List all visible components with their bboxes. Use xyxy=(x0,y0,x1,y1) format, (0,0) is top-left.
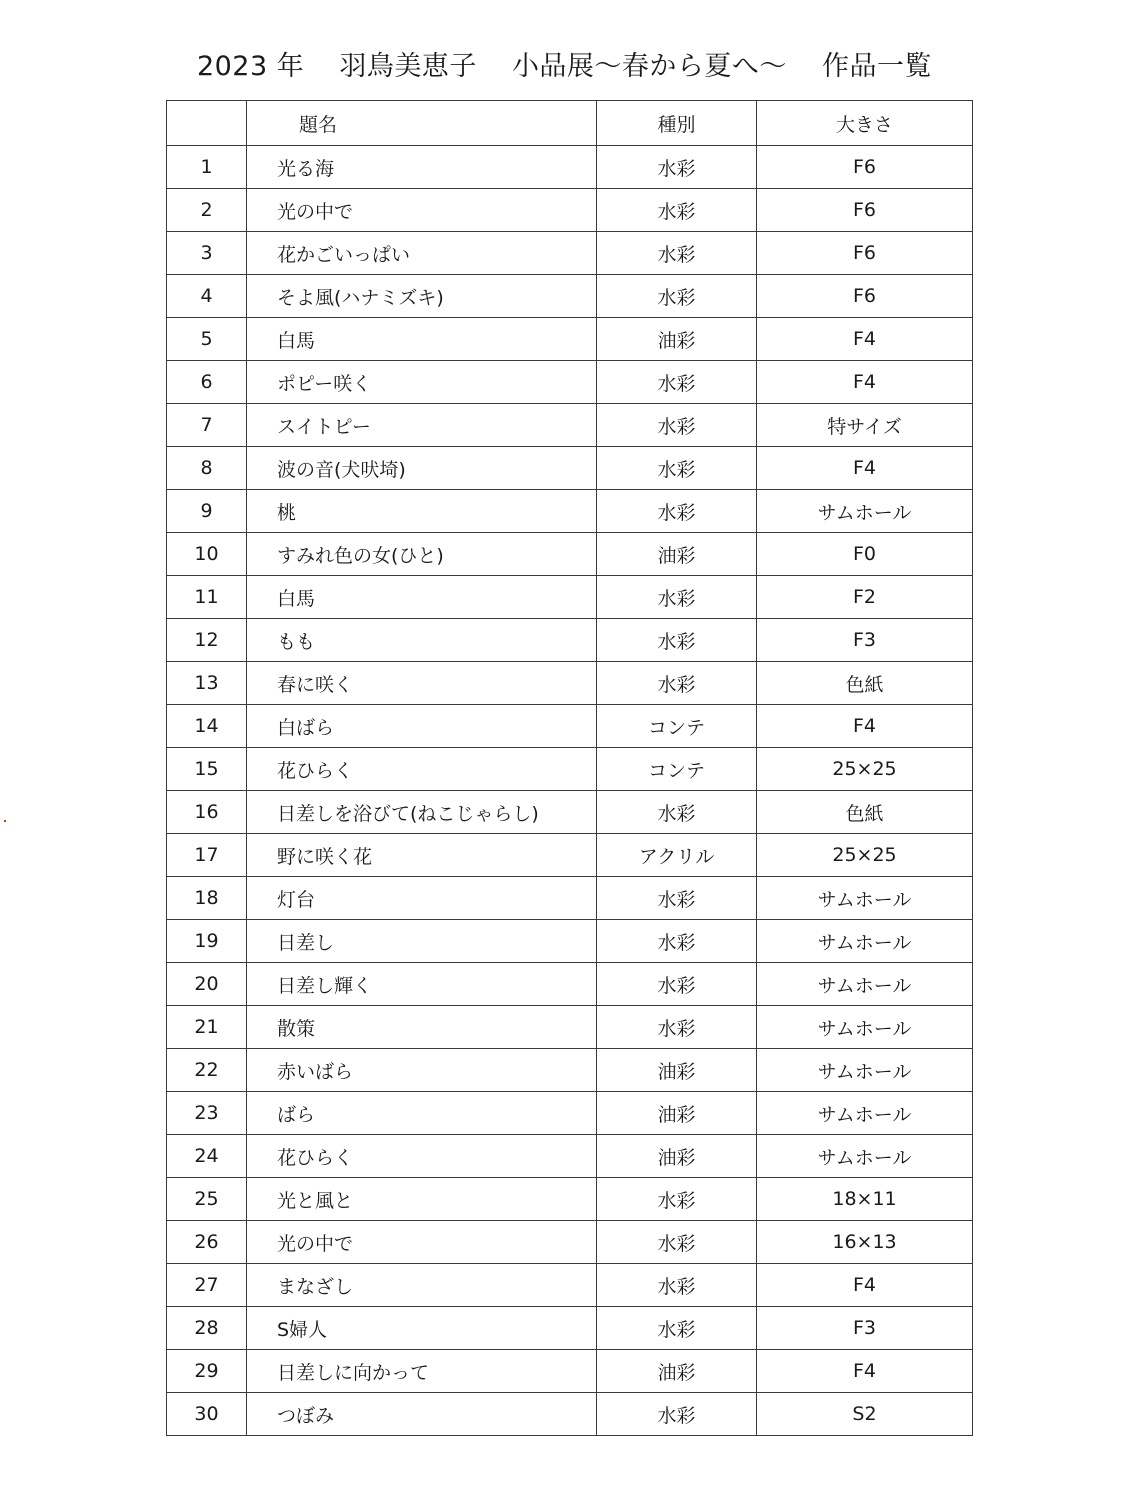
table-row xyxy=(167,1178,973,1221)
table-row xyxy=(167,920,973,963)
row-title: 波の音(犬吠埼) xyxy=(247,447,597,490)
row-kind: 水彩 xyxy=(597,146,757,189)
row-title: もも xyxy=(247,619,597,662)
table-row xyxy=(167,275,973,318)
row-number: 15 xyxy=(167,748,247,791)
table-row xyxy=(167,533,973,576)
row-number: 3 xyxy=(167,232,247,275)
row-title: 光の中で xyxy=(247,189,597,232)
row-size: 16×13 xyxy=(757,1221,973,1264)
row-title: 野に咲く花 xyxy=(247,834,597,877)
table-row xyxy=(167,1307,973,1350)
table-row xyxy=(167,361,973,404)
row-number: 26 xyxy=(167,1221,247,1264)
table-row xyxy=(167,877,973,920)
row-number: 4 xyxy=(167,275,247,318)
row-title: 光の中で xyxy=(247,1221,597,1264)
row-kind: 水彩 xyxy=(597,275,757,318)
row-number: 17 xyxy=(167,834,247,877)
row-size: F4 xyxy=(757,447,973,490)
table-row xyxy=(167,619,973,662)
row-kind: 水彩 xyxy=(597,189,757,232)
row-title: 赤いばら xyxy=(247,1049,597,1092)
row-title: すみれ色の女(ひと) xyxy=(247,533,597,576)
row-kind: 水彩 xyxy=(597,662,757,705)
row-title: ばら xyxy=(247,1092,597,1135)
table-row xyxy=(167,576,973,619)
row-size: サムホール xyxy=(757,490,973,533)
row-kind: 油彩 xyxy=(597,1092,757,1135)
row-size: サムホール xyxy=(757,1049,973,1092)
row-number: 11 xyxy=(167,576,247,619)
row-kind: 水彩 xyxy=(597,1264,757,1307)
row-title: 日差しに向かって xyxy=(247,1350,597,1393)
row-number: 5 xyxy=(167,318,247,361)
row-kind: 水彩 xyxy=(597,1006,757,1049)
row-title: 白馬 xyxy=(247,576,597,619)
row-number: 7 xyxy=(167,404,247,447)
row-title: 花かごいっぱい xyxy=(247,232,597,275)
table-row xyxy=(167,490,973,533)
table-row xyxy=(167,1264,973,1307)
row-title: 白ばら xyxy=(247,705,597,748)
works-table xyxy=(166,100,973,1436)
row-title: そよ風(ハナミズキ) xyxy=(247,275,597,318)
row-number: 23 xyxy=(167,1092,247,1135)
row-size: サムホール xyxy=(757,1092,973,1135)
row-title: 光る海 xyxy=(247,146,597,189)
row-kind: 水彩 xyxy=(597,1393,757,1436)
row-number: 19 xyxy=(167,920,247,963)
row-number: 1 xyxy=(167,146,247,189)
row-size: サムホール xyxy=(757,963,973,1006)
row-number: 24 xyxy=(167,1135,247,1178)
row-number: 27 xyxy=(167,1264,247,1307)
row-number: 20 xyxy=(167,963,247,1006)
row-number: 12 xyxy=(167,619,247,662)
row-size: サムホール xyxy=(757,1135,973,1178)
row-number: 25 xyxy=(167,1178,247,1221)
row-kind: 水彩 xyxy=(597,447,757,490)
row-number: 14 xyxy=(167,705,247,748)
row-number: 29 xyxy=(167,1350,247,1393)
table-row xyxy=(167,834,973,877)
row-number: 30 xyxy=(167,1393,247,1436)
row-number: 8 xyxy=(167,447,247,490)
row-size: F3 xyxy=(757,1307,973,1350)
row-size: サムホール xyxy=(757,877,973,920)
row-size: F6 xyxy=(757,189,973,232)
table-row xyxy=(167,705,973,748)
table-row xyxy=(167,404,973,447)
row-size: F0 xyxy=(757,533,973,576)
table-row xyxy=(167,662,973,705)
row-kind: 水彩 xyxy=(597,576,757,619)
row-title: 白馬 xyxy=(247,318,597,361)
row-size: F3 xyxy=(757,619,973,662)
row-number: 6 xyxy=(167,361,247,404)
table-row xyxy=(167,1092,973,1135)
row-kind: 水彩 xyxy=(597,232,757,275)
header-kind: 種別 xyxy=(597,101,757,146)
row-size: 25×25 xyxy=(757,748,973,791)
row-kind: 水彩 xyxy=(597,1221,757,1264)
row-number: 2 xyxy=(167,189,247,232)
table-row xyxy=(167,232,973,275)
row-size: 25×25 xyxy=(757,834,973,877)
row-size: 18×11 xyxy=(757,1178,973,1221)
row-kind: 水彩 xyxy=(597,1307,757,1350)
row-size: 色紙 xyxy=(757,791,973,834)
table-row xyxy=(167,1221,973,1264)
row-kind: 水彩 xyxy=(597,877,757,920)
row-size: F6 xyxy=(757,275,973,318)
row-number: 28 xyxy=(167,1307,247,1350)
row-title: ポピー咲く xyxy=(247,361,597,404)
row-title: 春に咲く xyxy=(247,662,597,705)
row-title: 日差し輝く xyxy=(247,963,597,1006)
row-title: 日差しを浴びて(ねこじゃらし) xyxy=(247,791,597,834)
title-year: 2023 年 xyxy=(196,51,305,82)
row-title: スイトピー xyxy=(247,404,597,447)
row-size: F6 xyxy=(757,232,973,275)
row-title: 散策 xyxy=(247,1006,597,1049)
row-size: F6 xyxy=(757,146,973,189)
row-size: F4 xyxy=(757,705,973,748)
table-header-row xyxy=(167,101,973,146)
title-exhibition: 小品展～春から夏へ～ xyxy=(511,51,787,82)
row-size: F4 xyxy=(757,361,973,404)
scan-speck xyxy=(4,820,6,822)
table-row xyxy=(167,748,973,791)
row-size: 色紙 xyxy=(757,662,973,705)
header-number xyxy=(167,101,247,146)
row-size: サムホール xyxy=(757,1006,973,1049)
row-kind: 水彩 xyxy=(597,791,757,834)
row-size: S2 xyxy=(757,1393,973,1436)
row-title: 日差し xyxy=(247,920,597,963)
header-size: 大きさ xyxy=(757,101,973,146)
row-kind: 水彩 xyxy=(597,1178,757,1221)
table-row xyxy=(167,963,973,1006)
row-kind: 水彩 xyxy=(597,404,757,447)
row-kind: 油彩 xyxy=(597,1135,757,1178)
row-kind: 水彩 xyxy=(597,490,757,533)
row-number: 22 xyxy=(167,1049,247,1092)
row-title: つぼみ xyxy=(247,1393,597,1436)
table-row xyxy=(167,1393,973,1436)
row-size: F4 xyxy=(757,1350,973,1393)
table-row xyxy=(167,1049,973,1092)
header-title: 題名 xyxy=(247,101,597,146)
row-title: まなざし xyxy=(247,1264,597,1307)
row-size: F2 xyxy=(757,576,973,619)
row-kind: 油彩 xyxy=(597,318,757,361)
table-row xyxy=(167,318,973,361)
page-title xyxy=(0,44,1129,83)
table-row xyxy=(167,1135,973,1178)
title-artist: 羽鳥美恵子 xyxy=(339,51,477,82)
table-row xyxy=(167,1350,973,1393)
row-title: 灯台 xyxy=(247,877,597,920)
row-size: サムホール xyxy=(757,920,973,963)
row-title: 桃 xyxy=(247,490,597,533)
row-kind: アクリル xyxy=(597,834,757,877)
row-kind: コンテ xyxy=(597,705,757,748)
row-title: S婦人 xyxy=(247,1307,597,1350)
row-title: 花ひらく xyxy=(247,748,597,791)
row-number: 18 xyxy=(167,877,247,920)
title-suffix: 作品一覧 xyxy=(822,51,933,82)
table-row xyxy=(167,189,973,232)
table-row xyxy=(167,1006,973,1049)
row-size: F4 xyxy=(757,318,973,361)
table-row xyxy=(167,791,973,834)
row-number: 9 xyxy=(167,490,247,533)
row-number: 13 xyxy=(167,662,247,705)
row-kind: 油彩 xyxy=(597,533,757,576)
row-number: 10 xyxy=(167,533,247,576)
row-number: 16 xyxy=(167,791,247,834)
row-size: F4 xyxy=(757,1264,973,1307)
row-kind: 水彩 xyxy=(597,361,757,404)
table-row xyxy=(167,146,973,189)
row-kind: 水彩 xyxy=(597,963,757,1006)
table-row xyxy=(167,447,973,490)
row-number: 21 xyxy=(167,1006,247,1049)
row-kind: コンテ xyxy=(597,748,757,791)
row-kind: 水彩 xyxy=(597,920,757,963)
row-size: 特サイズ xyxy=(757,404,973,447)
row-kind: 水彩 xyxy=(597,619,757,662)
row-title: 花ひらく xyxy=(247,1135,597,1178)
row-kind: 油彩 xyxy=(597,1049,757,1092)
row-title: 光と風と xyxy=(247,1178,597,1221)
row-kind: 油彩 xyxy=(597,1350,757,1393)
